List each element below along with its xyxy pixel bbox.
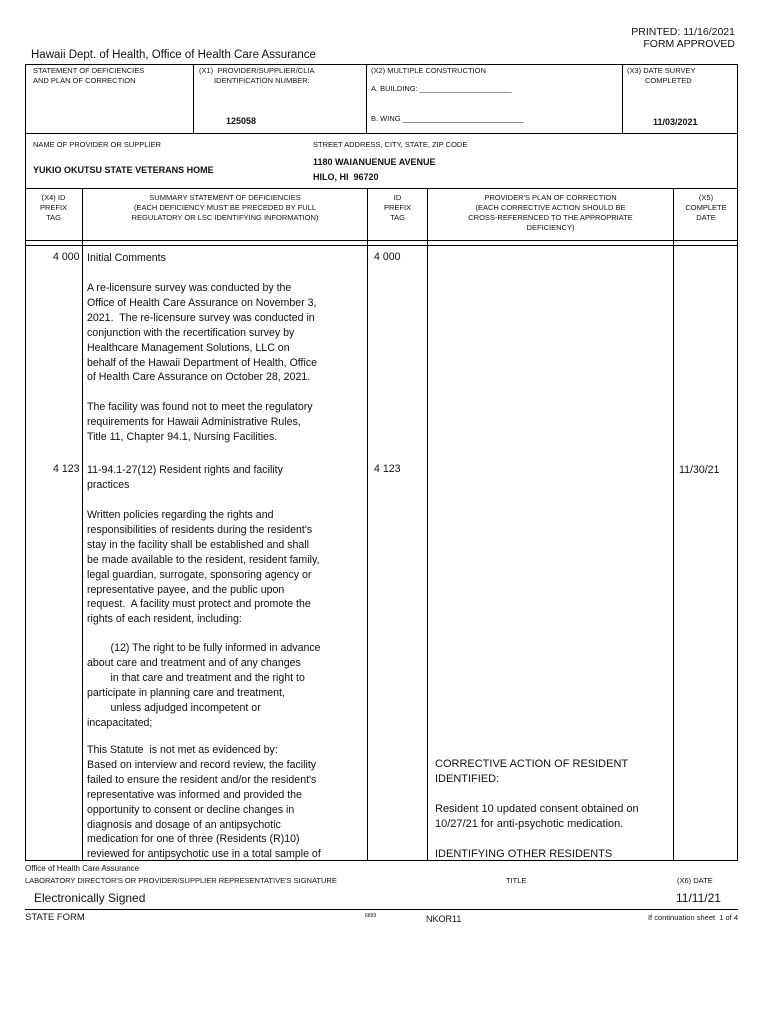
initial-comments-title: Initial Comments: [87, 252, 166, 264]
tag-4000: 4 000: [53, 251, 80, 263]
x5-header: (X5) COMPLETE DATE: [685, 193, 727, 222]
paragraph-right-12: (12) The right to be fully informed in advance about care and treatment and of any changes in that care and treatment and the right to participate in planning care and treatment, unless adjudged incompetent or incapacitated;: [87, 642, 321, 729]
regulation-title: 11-94.1-27(12) Resident rights and facility practices: [87, 464, 283, 491]
state-form-label: STATE FORM: [25, 912, 85, 923]
statement-label: STATEMENT OF DEFICIENCIES: [33, 66, 145, 75]
complete-date: 11/30/21: [679, 464, 720, 476]
paragraph-requirements: The facility was found not to meet the regulatory requirements for Hawaii Administrative Rules, Title 11, Chapter 94.1, Nursing Facilities.: [87, 401, 313, 443]
x3-label: (X3) DATE SURVEY: [627, 66, 696, 75]
address-label: STREET ADDRESS, CITY, STATE, ZIP CODE: [313, 140, 468, 149]
survey-date: 11/03/2021: [653, 117, 698, 127]
signature-value: Electronically Signed: [34, 891, 146, 905]
address-line-1: 1180 WAIANUENUE AVENUE: [313, 157, 436, 167]
footer-office: Office of Health Care Assurance: [25, 864, 140, 873]
x2-label: (X2) MULTIPLE CONSTRUCTION: [371, 66, 486, 75]
paragraph-survey: A re-licensure survey was conducted by the Office of Health Care Assurance on November 3, 2021. The re-licensure survey was conducted in conjunction with the recertification survey by Healthcare Management Solutions, LLC on behalf of the Hawaii Department of Health, Office of Health Care Assurance on October 28, 2021.: [87, 282, 318, 384]
form-code: NKOR11: [426, 914, 462, 924]
continuation-sheet: If continuation sheet 1 of 4: [647, 913, 738, 922]
agency-title: Hawaii Dept. of Health, Office of Health Care Assurance: [31, 49, 316, 61]
form-approved: FORM APPROVED: [643, 38, 735, 50]
x4-header: (X4) ID PREFIX TAG: [39, 193, 68, 222]
tag-4123-right: 4 123: [374, 463, 401, 475]
paragraph-policies: Written policies regarding the rights and responsibilities of residents during the resident's stay in the facility shall be established and shall be made available to the resident, resident family, legal guardian, surrogate, sponsoring agency or representative payee, and the public upon request. A facility must protect and promote the rights of each resident, including:: [87, 509, 320, 626]
summary-header: SUMMARY STATEMENT OF DEFICIENCIES (EACH DEFICIENCY MUST BE PRECEDED BY FULL REGULATORY OR LSC IDENTIFYING INFORMATION): [131, 193, 319, 222]
paragraph-statute: This Statute is not met as evidenced by: Based on interview and record review, the facility failed to ensure the resident and/or the resident's representative was informed and provided the opportunity to consent or decline changes in diagnosis and dosage of an antipsychotic medication for one of three (Residents (R)10) reviewed for antipsychotic use in a total sample of: [87, 744, 321, 861]
wing-label: B. WING _____________________________: [371, 114, 524, 123]
form-number: 6899: [365, 913, 377, 919]
provider-name: YUKIO OKUTSU STATE VETERANS HOME: [33, 165, 214, 175]
x6-date-label: (X6) DATE: [677, 876, 713, 885]
plan-of-correction-text: CORRECTIVE ACTION OF RESIDENT IDENTIFIED: Resident 10 updated consent obtained on 10/27/21 for anti-psychotic medication. IDENTIFYING OTHER RESIDENTS: [435, 758, 639, 860]
provider-number: 125058: [226, 116, 257, 126]
provider-name-label: NAME OF PROVIDER OR SUPPLIER: [33, 140, 161, 149]
address-line-2: HILO, HI 96720: [313, 172, 379, 182]
x1-label: (X1) PROVIDER/SUPPLIER/CLIA: [199, 66, 315, 75]
tag-4123: 4 123: [53, 463, 80, 475]
id-header: ID PREFIX TAG: [383, 193, 412, 222]
plan-header: PROVIDER'S PLAN OF CORRECTION (EACH CORRECTIVE ACTION SHOULD BE CROSS-REFERENCED TO THE APPROPRIATE DEFICIENCY): [468, 193, 633, 232]
title-label: TITLE: [506, 876, 527, 885]
building-label: A. BUILDING: ______________________: [371, 84, 512, 93]
printed-date: PRINTED: 11/16/2021: [631, 26, 735, 38]
signature-date: 11/11/21: [676, 891, 721, 905]
tag-4000-right: 4 000: [374, 251, 401, 263]
signature-label: LABORATORY DIRECTOR'S OR PROVIDER/SUPPLIER REPRESENTATIVE'S SIGNATURE: [25, 876, 337, 885]
